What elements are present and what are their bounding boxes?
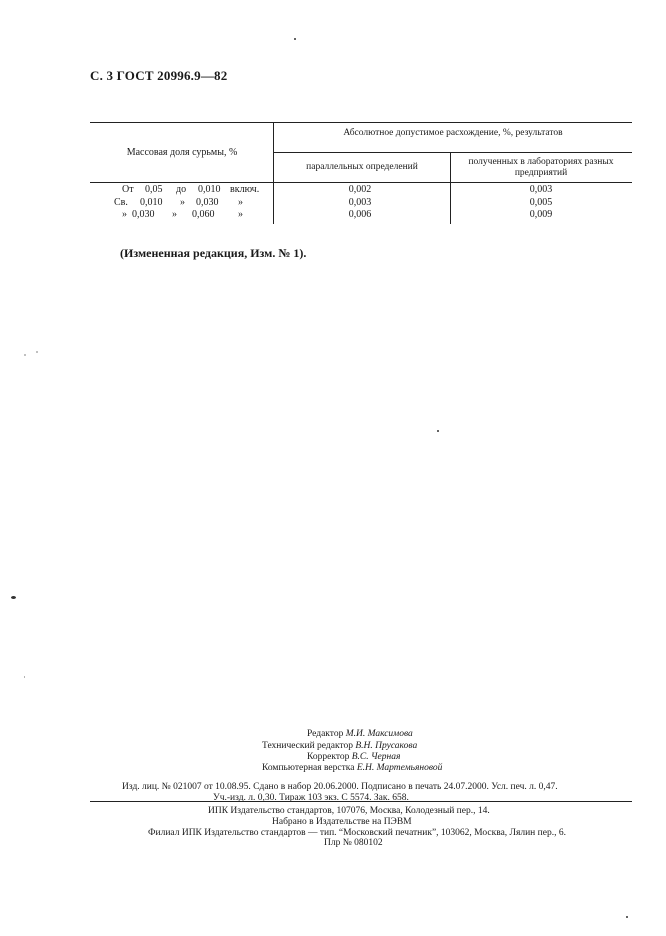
imprint-separator [90,801,632,802]
row-labs-value: 0,003 [529,184,553,195]
column-header-labs: полученных в лабораториях разных предприятий [468,157,614,178]
imprint-layout [262,763,442,773]
imprint-plr-line: Плр № 080102 [324,838,383,848]
imprint-license-line: Изд. лиц. № 021007 от 10.08.95. Сдано в набор 20.06.2000. Подписано в печать 24.07.2000. Усл. печ. л. 0,47. [122,782,558,792]
scan-speck [11,596,16,599]
editor-role: Редактор [307,729,344,739]
table-row [90,184,632,196]
row-prefix: От [122,184,134,195]
row-range-from: 0,010 [140,197,163,208]
row-labs-value: 0,009 [529,209,553,220]
row-range-to: 0,030 [196,197,219,208]
tech-editor-name: В.Н. Прусакова [355,741,418,751]
scan-speck [24,354,26,356]
row-range-from: 0,030 [132,209,155,220]
row-range-sep: до [176,184,187,195]
corrector-name: В.С. Черная [351,752,401,762]
column-header-tolerance: Абсолютное допустимое расхождение, %, результатов [343,128,563,138]
column-header-parallel: параллельных определений [306,162,418,172]
imprint-typeset-line: Набрано в Издательстве на ПЭВМ [272,817,412,827]
editor-name: М.И. Максимова [345,729,413,739]
table-row [90,197,632,209]
row-prefix: » [122,209,127,220]
imprint-print-line: Уч.-изд. л. 0,30. Тираж 103 экз. С 5574. Зак. 658. [213,793,409,803]
row-labs-value: 0,005 [529,197,553,208]
row-parallel-value: 0,003 [348,197,372,208]
corrector-role: Корректор [307,752,350,762]
layout-name: Е.Н. Мартемьяновой [356,763,443,773]
row-range-from: 0,05 [145,184,163,195]
table-row [90,209,632,221]
row-range-sep: » [172,209,177,220]
table-header-rule [90,182,632,183]
row-suffix: » [238,197,243,208]
amendment-note: (Измененная редакция, Изм. № 1). [120,246,307,260]
row-prefix: Св. [114,197,128,208]
row-parallel-value: 0,006 [348,209,372,220]
imprint-tech-editor [262,741,417,751]
imprint-publisher-line: ИПК Издательство стандартов, 107076, Москва, Колодезный пер., 14. [208,806,490,816]
imprint-corrector [307,752,400,762]
table-subheader-rule [273,152,632,153]
row-range-sep: » [180,197,185,208]
column-header-antimony: Массовая доля сурьмы, % [126,147,238,158]
row-range-to: 0,060 [192,209,215,220]
row-parallel-value: 0,002 [348,184,372,195]
page-header: С. 3 ГОСТ 20996.9—82 [90,68,228,83]
imprint-branch-line: Филиал ИПК Издательство стандартов — тип. “Московский печатник”, 103062, Москва, Лялин пер., 6. [148,828,566,838]
row-suffix: » [238,209,243,220]
layout-role: Компьютерная верстка [262,763,355,773]
scan-speck [626,916,628,918]
scan-speck [36,351,38,353]
imprint-editor [307,729,413,739]
row-suffix: включ. [230,184,260,195]
table-top-rule [90,122,632,123]
tech-editor-role: Технический редактор [262,741,353,751]
row-range-to: 0,010 [198,184,221,195]
scan-speck [437,430,439,432]
scan-speck [294,38,296,40]
scan-speck [24,676,25,678]
